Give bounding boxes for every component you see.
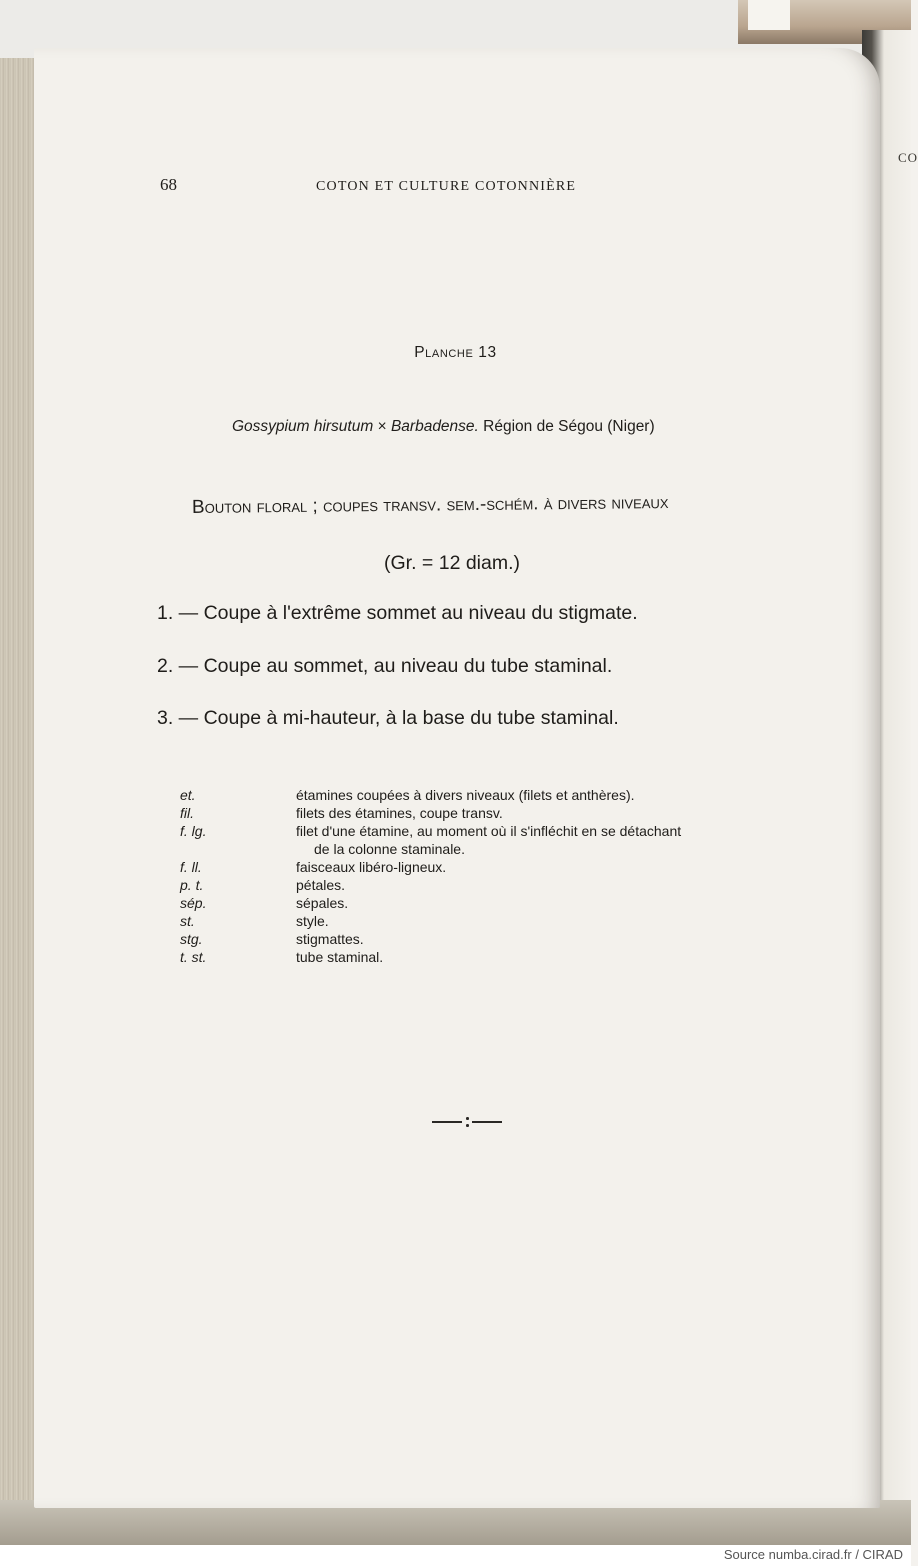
legend-row: [180, 841, 820, 859]
legend-desc: étamines coupées à divers niveaux (filets et anthères).: [296, 787, 635, 803]
legend-desc: filet d'une étamine, au moment où il s'infléchit en se détachant: [296, 823, 682, 839]
legend-row: [180, 823, 820, 841]
species-cross: ×: [377, 418, 387, 435]
legend-abbr: stg.: [180, 931, 203, 947]
legend-abbr: f. lg.: [180, 823, 207, 839]
legend-row: [180, 805, 820, 823]
running-title: COTON ET CULTURE COTONNIÈRE: [316, 179, 577, 194]
legend-desc: stigmattes.: [296, 931, 364, 947]
magnification-label: (Gr. = 12 diam.): [384, 552, 521, 574]
ornament-right-rule: [472, 1121, 502, 1123]
right-page-fragment: CO: [898, 150, 918, 165]
legend-desc-continuation: de la colonne staminale.: [314, 841, 465, 857]
book-top-label: [748, 0, 790, 30]
legend-desc: filets des étamines, coupe transv.: [296, 805, 503, 821]
legend-abbr: fil.: [180, 805, 194, 821]
legend-abbr: et.: [180, 787, 196, 803]
legend-row: [180, 913, 820, 931]
page-number: 68: [160, 175, 177, 194]
legend-desc: sépales.: [296, 895, 349, 911]
legend-abbr: f. ll.: [180, 859, 202, 875]
plate-heading: Bouton floral ; coupes transv. sem.-schém. à divers niveaux: [191, 492, 669, 518]
legend-row: [180, 787, 820, 805]
legend-abbr: t. st.: [180, 949, 207, 965]
section-item-1: 1. — Coupe à l'extrême sommet au niveau du stigmate.: [157, 602, 638, 624]
section-end-ornament: [432, 1114, 504, 1128]
legend-desc: faisceaux libéro-ligneux.: [296, 859, 447, 875]
legend-abbr: p. t.: [180, 877, 204, 893]
legend-row: [180, 931, 820, 949]
legend-abbr: st.: [180, 913, 195, 929]
legend-row: [180, 859, 820, 877]
section-item-3: 3. — Coupe à mi-hauteur, à la base du tube staminal.: [157, 707, 619, 729]
source-credit: Source numba.cirad.fr / CIRAD: [723, 1547, 903, 1562]
species-line: [232, 418, 655, 436]
legend-desc: style.: [296, 913, 329, 929]
legend-table: [180, 787, 820, 967]
species-name-2: Barbadense.: [390, 418, 479, 435]
species-region: Région de Ségou (Niger): [483, 418, 655, 435]
ornament-dot-top: [466, 1117, 469, 1120]
legend-row: [180, 949, 820, 967]
plate-title: Planche 13: [414, 344, 497, 361]
left-book-edge: [0, 58, 34, 1530]
legend-row: [180, 877, 820, 895]
legend-row: [180, 895, 820, 913]
legend-desc: pétales.: [296, 877, 346, 893]
legend-desc: tube staminal.: [296, 949, 384, 965]
ornament-dot-bottom: [466, 1124, 469, 1127]
running-header: [160, 175, 640, 197]
ornament-left-rule: [432, 1121, 462, 1123]
section-item-2: 2. — Coupe au sommet, au niveau du tube staminal.: [157, 655, 613, 677]
book-page: [34, 48, 880, 1508]
species-name-1: Gossypium hirsutum: [232, 418, 374, 435]
legend-abbr: sép.: [180, 895, 207, 911]
